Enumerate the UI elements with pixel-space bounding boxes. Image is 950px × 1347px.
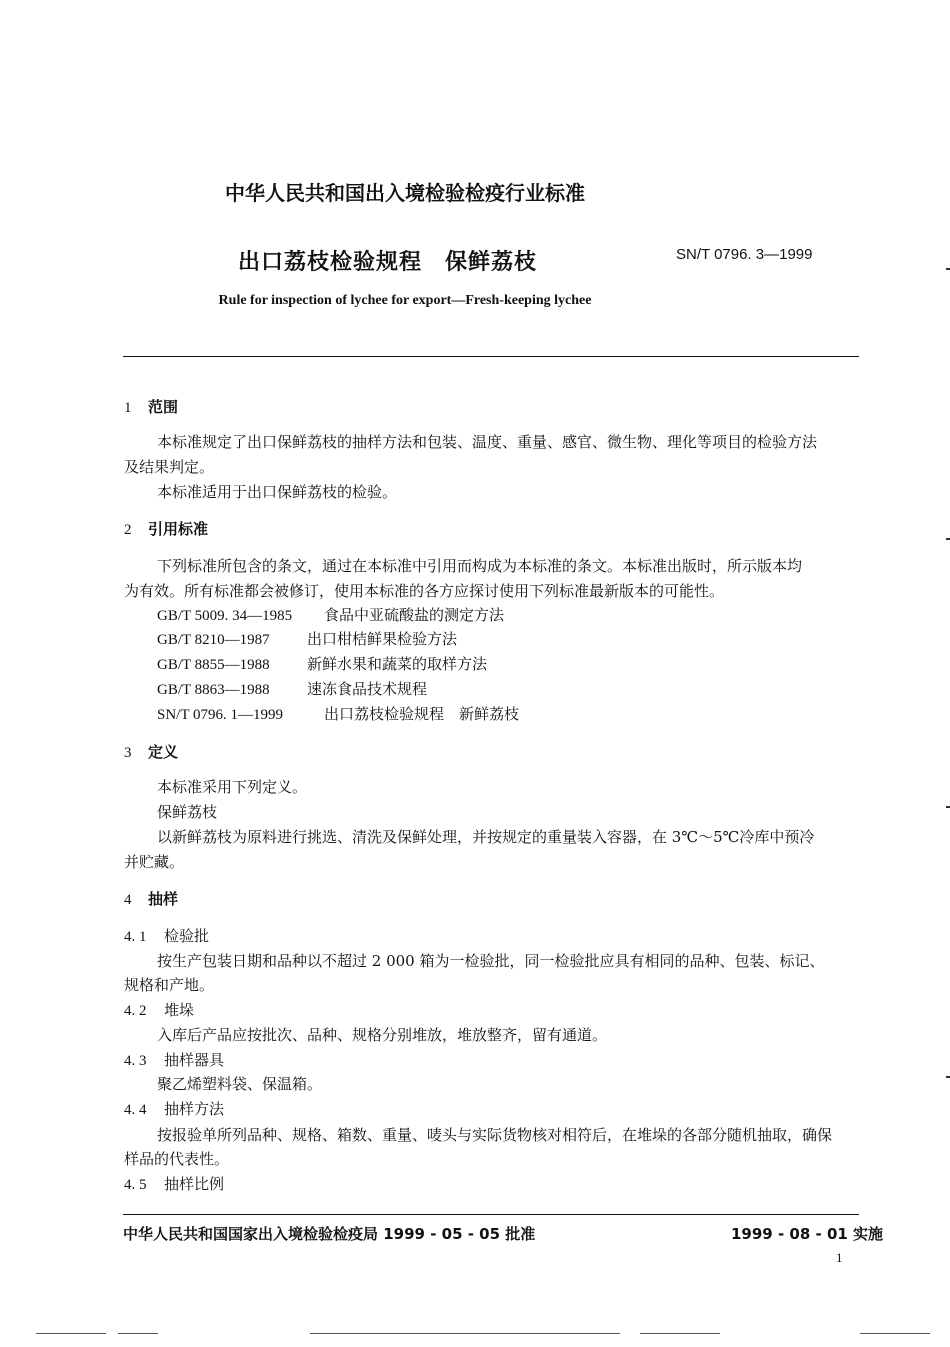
- edge-mark: [946, 538, 950, 540]
- scan-artifact-line: [860, 1333, 930, 1334]
- paragraph-continuation: 为有效。所有标准都会被修订，使用本标准的各方应探讨使用下列标准最新版本的可能性。: [124, 582, 725, 600]
- effective-date: 1999 - 08 - 01 实施: [731, 1225, 884, 1243]
- subsection-title: 抽样比例: [164, 1175, 225, 1193]
- subsection-title: 抽样方法: [164, 1100, 225, 1118]
- reference-code: GB/T 8863—1988: [157, 682, 270, 698]
- subsection-number: 4. 4: [124, 1102, 147, 1118]
- reference-item: [157, 652, 487, 677]
- reference-code: SN/T 0796. 1—1999: [157, 707, 283, 723]
- subsection-title: 堆垛: [164, 1001, 195, 1019]
- paragraph: 按生产包装日期和品种以不超过 2 000 箱为一检验批，同一检验批应具有相同的品种、包装、标记、: [157, 952, 825, 970]
- section-title: 范围: [148, 398, 179, 416]
- reference-item: [157, 627, 457, 652]
- reference-name: 速冻食品技术规程: [307, 680, 428, 698]
- definition-text-continuation: 并贮藏。: [124, 853, 185, 871]
- scan-artifact-line: [310, 1333, 620, 1334]
- top-divider: [123, 356, 859, 357]
- scan-artifact-line: [118, 1333, 158, 1334]
- reference-name: 出口荔枝检验规程 新鲜荔枝: [324, 705, 520, 723]
- subsection-heading: [124, 1172, 224, 1197]
- reference-name: 食品中亚硫酸盐的测定方法: [324, 606, 505, 624]
- edge-mark: [946, 1076, 950, 1078]
- edge-mark: [946, 268, 950, 270]
- reference-name: 出口柑桔鲜果检验方法: [307, 630, 458, 648]
- paragraph: 本标准适用于出口保鲜荔枝的检验。: [157, 483, 398, 501]
- section-title: 定义: [148, 743, 179, 761]
- section-1-heading: [124, 396, 178, 417]
- scan-artifact-line: [640, 1333, 720, 1334]
- paragraph: 按报验单所列品种、规格、箱数、重量、唛头与实际货物核对相符后，在堆垛的各部分随机抽取，确保: [157, 1126, 833, 1144]
- approval-statement: 中华人民共和国国家出入境检验检疫局 1999 - 05 - 05 批准: [123, 1225, 536, 1243]
- definition-term: 保鲜荔枝: [157, 803, 218, 821]
- reference-item: [157, 603, 504, 628]
- standard-code: SN/T 0796. 3—1999: [676, 246, 813, 263]
- reference-code: GB/T 8855—1988: [157, 657, 270, 673]
- subsection-number: 4. 2: [124, 1003, 147, 1019]
- paragraph-continuation: 规格和产地。: [124, 976, 215, 994]
- paragraph: 本标准采用下列定义。: [157, 778, 308, 796]
- reference-name: 新鲜水果和蔬菜的取样方法: [307, 655, 488, 673]
- paragraph-continuation: 样品的代表性。: [124, 1150, 230, 1168]
- scan-artifact-line: [36, 1333, 106, 1334]
- definition-text: 以新鲜荔枝为原料进行挑选、清洗及保鲜处理，并按规定的重量装入容器，在 3℃～5℃冷库中预冷: [157, 828, 815, 846]
- section-number: 3: [124, 745, 132, 761]
- paragraph-continuation: 及结果判定。: [124, 458, 215, 476]
- section-4-heading: [124, 888, 178, 909]
- reference-item: [157, 702, 519, 727]
- subsection-heading: [124, 924, 209, 949]
- document-title: 出口荔枝检验规程 保鲜荔枝: [238, 250, 538, 275]
- subsection-title: 检验批: [164, 927, 210, 945]
- subsection-title: 抽样器具: [164, 1051, 225, 1069]
- reference-code: GB/T 8210—1987: [157, 632, 270, 648]
- bottom-divider: [123, 1214, 859, 1215]
- paragraph: 聚乙烯塑料袋、保温箱。: [157, 1075, 323, 1093]
- subsection-number: 4. 5: [124, 1177, 147, 1193]
- page-number: 1: [836, 1250, 843, 1265]
- standard-category-title: 中华人民共和国出入境检验检疫行业标准: [225, 181, 585, 205]
- section-title: 引用标准: [148, 520, 209, 538]
- paragraph: 入库后产品应按批次、品种、规格分别堆放，堆放整齐，留有通道。: [157, 1026, 608, 1044]
- subsection-heading: [124, 998, 194, 1023]
- section-2-heading: [124, 518, 208, 539]
- section-number: 2: [124, 522, 132, 538]
- edge-mark: [946, 806, 950, 808]
- section-3-heading: [124, 741, 178, 762]
- paragraph: 本标准规定了出口保鲜荔枝的抽样方法和包装、温度、重量、感官、微生物、理化等项目的检验方法: [157, 433, 818, 451]
- section-title: 抽样: [148, 890, 179, 908]
- reference-code: GB/T 5009. 34—1985: [157, 608, 293, 624]
- subsection-number: 4. 1: [124, 929, 147, 945]
- section-number: 1: [124, 400, 132, 416]
- section-number: 4: [124, 892, 132, 908]
- subsection-heading: [124, 1048, 224, 1073]
- subsection-heading: [124, 1097, 224, 1122]
- subsection-number: 4. 3: [124, 1053, 147, 1069]
- english-title: Rule for inspection of lychee for export—Fresh-keeping lychee: [218, 293, 592, 308]
- paragraph: 下列标准所包含的条文，通过在本标准中引用而构成为本标准的条文。本标准出版时，所示版本均: [157, 557, 803, 575]
- reference-item: [157, 677, 427, 702]
